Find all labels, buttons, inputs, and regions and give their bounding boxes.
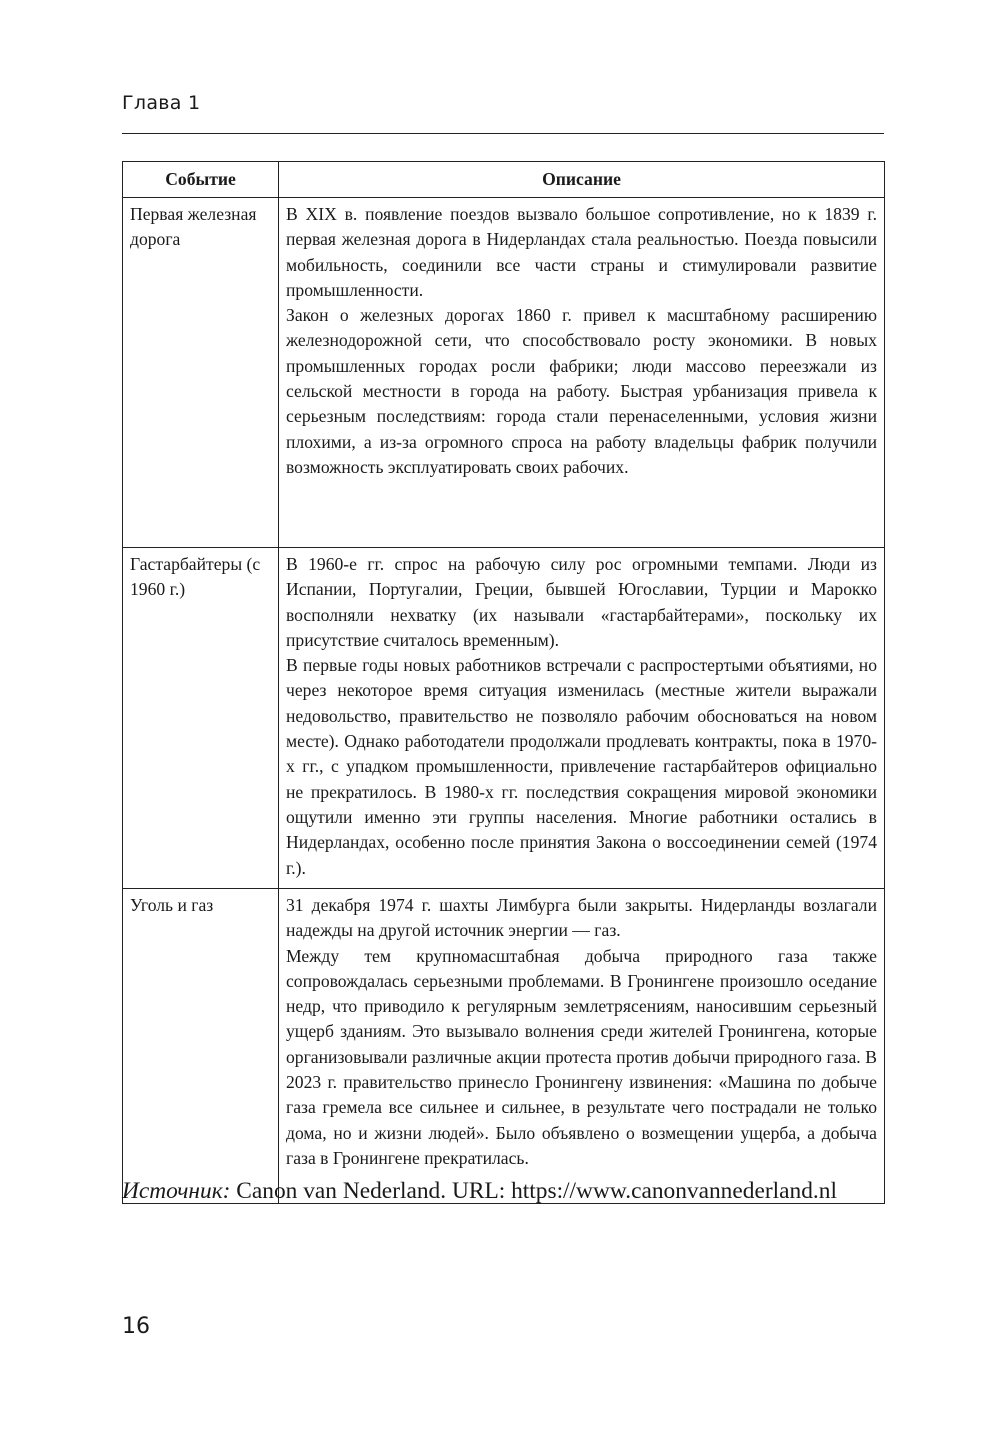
description-paragraph: В XIX в. появление поездов вызвало большое сопротивление, но к 1839 г. первая железная дорога в Нидерландах стала реальностью. Поезда повысили мобильность, соединили все части страны и стимулировали развитие промышленности.: [286, 204, 877, 300]
column-header-description: Описание: [279, 162, 885, 198]
header-divider: [122, 133, 884, 134]
source-text: Canon van Nederland. URL: https://www.canonvannederland.nl: [230, 1178, 837, 1204]
description-paragraph: В первые годы новых работников встречали с распростертыми объятиями, но через некоторое время ситуация изменилась (местные жители выражали недовольство, правительство не позволяло рабочим обосноваться на новом месте). Однако работодатели продолжали продлевать контракты, пока в 1970-х гг., с упадком промышленности, привлечение гастарбайтеров официально не прекратилось. В 1980-х гг. последствия сокращения мировой экономики ощутили именно эти группы населения. Многие работники остались в Нидерландах, особенно после принятия Закона о воссоединении семей (1974 г.).: [286, 655, 877, 878]
table-row: [123, 889, 885, 1204]
description-paragraph: Закон о железных дорогах 1860 г. привел к масштабному расширению железнодорожной сети, что способствовало росту экономики. В новых промышленных городах росли фабрики; люди массово переезжали из сельской местности в города на работу. Быстрая урбанизация привела к серьезным последствиям: города стали перенаселенными, условия жизни плохими, а из-за огромного спроса на работу владельцы фабрик получили возможность эксплуатировать своих рабочих.: [286, 305, 877, 477]
page-number: 16: [122, 1314, 150, 1339]
events-table: [122, 161, 885, 1204]
description-cell: [279, 548, 885, 889]
source-label: Источник:: [122, 1178, 231, 1204]
table-row: [123, 198, 885, 548]
table-header-row: [123, 162, 885, 198]
event-cell: Уголь и газ: [123, 889, 279, 1204]
running-title: Глава 1: [122, 92, 201, 114]
description-paragraph: Между тем крупномасштабная добыча природного газа также сопровождалась серьезными проблемами. В Гронингене произошло оседание недр, что приводило к регулярным землетрясениям, наносившим серьезный ущерб зданиям. Это вызывало волнения среди жителей Гронингена, которые организовывали различные акции протеста против добычи природного газа. В 2023 г. правительство принесло Гронингену извинения: «Машина по добыче газа гремела все сильнее и сильнее, в результате чего пострадали не только дома, но и жизни людей». Было объявлено о возмещении ущерба, а добыча газа в Гронингене прекратилась.: [286, 945, 877, 1168]
source-note: [122, 1178, 837, 1205]
description-paragraph: 31 декабря 1974 г. шахты Лимбурга были закрыты. Нидерланды возлагали надежды на другой источник энергии — газ.: [286, 895, 877, 941]
table-row: [123, 548, 885, 889]
event-cell: Первая железная дорога: [123, 198, 279, 548]
column-header-event: Событие: [123, 162, 279, 198]
description-paragraph: В 1960-е гг. спрос на рабочую силу рос огромными темпами. Люди из Испании, Португалии, Греции, бывшей Югославии, Турции и Марокко восполняли нехватку (их называли «гастарбайтерами», поскольку их присутствие считалось временным).: [286, 554, 877, 650]
description-cell: [279, 198, 885, 548]
description-cell: [279, 889, 885, 1204]
event-cell: Гастарбайтеры (с 1960 г.): [123, 548, 279, 889]
